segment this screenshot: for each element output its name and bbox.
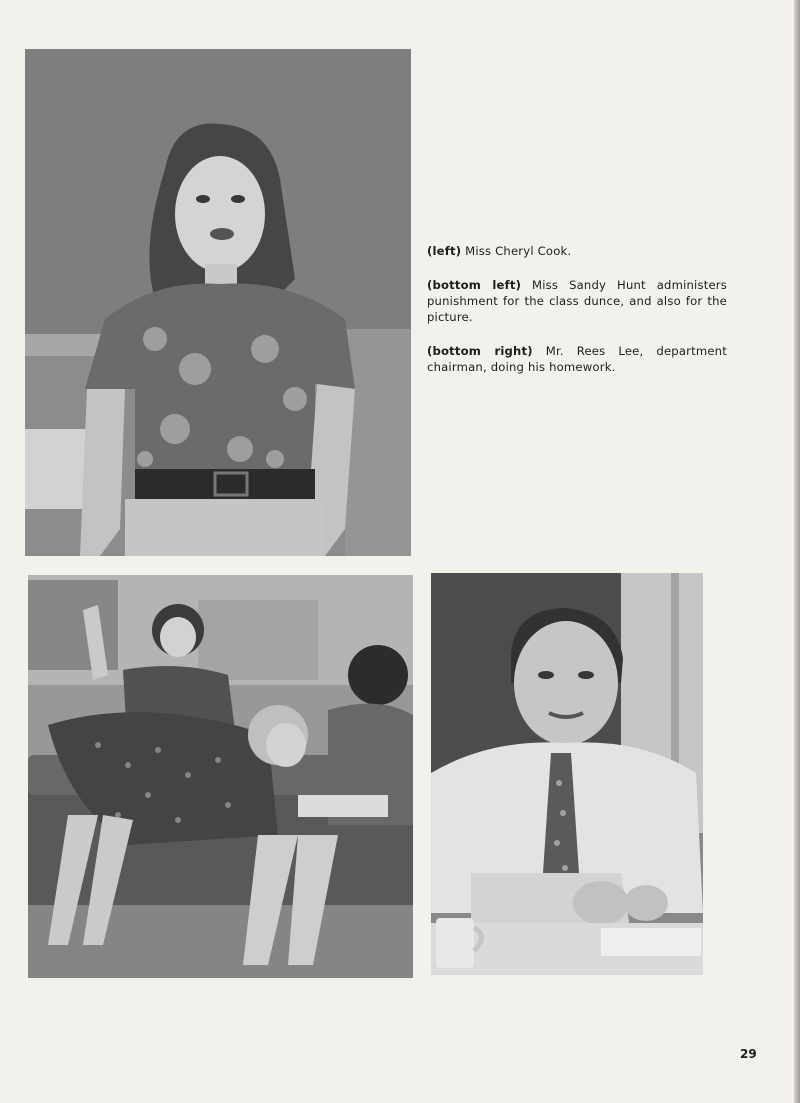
- caption-bottom-left: [427, 277, 727, 325]
- caption-label: (bottom right): [427, 344, 533, 358]
- caption-label: (bottom left): [427, 278, 522, 292]
- caption-left: [427, 243, 727, 259]
- caption-text: Mr. Rees Lee, department chairman, doing his homework.: [427, 344, 727, 374]
- photo-cheryl-cook: [25, 49, 411, 556]
- caption-text: Miss Cheryl Cook.: [461, 244, 572, 258]
- photo-sandy-hunt: [28, 575, 413, 978]
- page-number: 29: [740, 1047, 757, 1061]
- photo-rees-lee: [431, 573, 703, 975]
- caption-label: (left): [427, 244, 462, 258]
- captions-block: [427, 243, 727, 393]
- page-edge: [794, 0, 800, 1103]
- caption-text: Miss Sandy Hunt administers punishment for the class dunce, and also for the picture.: [427, 278, 727, 324]
- caption-bottom-right: [427, 343, 727, 375]
